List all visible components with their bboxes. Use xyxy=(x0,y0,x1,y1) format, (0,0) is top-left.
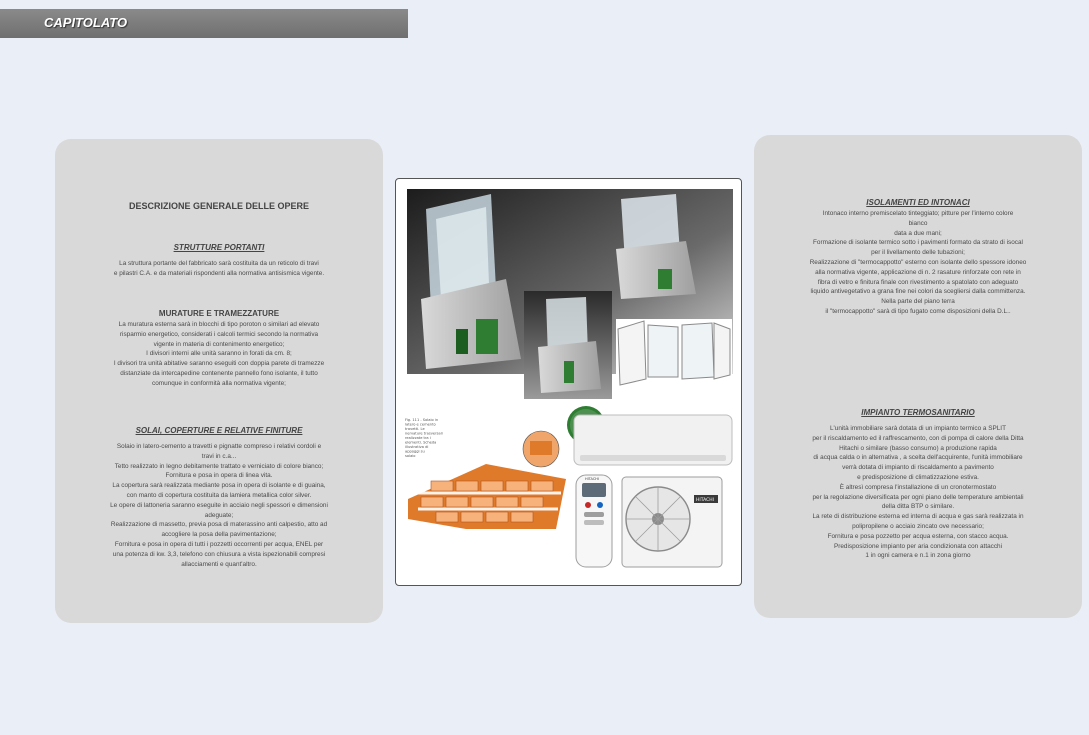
section-title: SOLAI, COPERTURE E RELATIVE FINITURE xyxy=(135,426,303,435)
section-title: STRUTTURE PORTANTI xyxy=(173,243,265,252)
brand-label: HITACHI xyxy=(696,498,714,503)
open-windows-photo xyxy=(616,319,732,387)
section-body: La struttura portante del fabbricato sarà costituita da un reticolo di travi e pilastri C.A. e da materiali rispondenti alla normativa antisismica vigente. xyxy=(113,260,325,277)
page-title: CAPITOLATO xyxy=(44,15,128,30)
collage-graphic xyxy=(396,179,741,585)
floor-slab-illustration xyxy=(405,418,566,529)
ac-outdoor-unit-icon xyxy=(622,477,722,567)
remote-brand: HITACHI xyxy=(585,477,599,481)
ac-indoor-unit-icon xyxy=(574,415,732,465)
product-photo-collage xyxy=(395,178,742,586)
section-body: La muratura esterna sarà in blocchi di tipo poroton o similari ad elevato risparmio energetico, considerati i calcoli termici secondo la normativa vigente in materia di contenimento energetico; I divisori interni alle unità saranno in forati da cm. 8; I divisori tra unità abitative saranno eseguiti con doppia parete di tramezze distanziate da intercapedine contenente pannello fono isolante, il tutto comunque in conformità alla normativa vigente; xyxy=(113,321,325,387)
section-body: Solaio in latero-cemento a travetti e pignatte compreso i relativi cordoli e travi in c.a... Tetto realizzato in legno debitamente trattato e verniciato di colore bianco; Fornitura e posa in opera di linea vita. La copertura sarà realizzata mediante posa in opera di isolante e di guaina, con manto di copertura costituita da lamiera metallica color silver. Le opere di lattoneria saranno eseguite in acciaio negli spessori e dimensioni adeguate; Realizzazione di massetto, previa posa di materassino anti calpestio, atto ad accogliere la posa della pavimentazione; Fornitura e posa in opera di tutti i pozzetti occorrenti per acqua, ENEL per una potenza di kw. 3,3, telefono con chiusura a vista ispezionabili compresi allacciamenti e quant'altro. xyxy=(110,443,328,568)
section-body: L'unità immobiliare sarà dotata di un impianto termico a SPLIT per il riscaldamento ed il raffrescamento, con di pompa di calore della Ditta Hitachi o similare (basso consumo) a produzione rapida di acqua calda o in alternativa , a scelta dell'acquirente, l'unità immobiliare verrà dotata di impianto di riscaldamento a pavimento e predisposizione di climatizzazione estiva. È altresì compresa l'installazione di un cronotermostato per la regolazione diversificata per ogni piano delle temperature ambientali della ditta BTP o similare. La rete di distribuzione esterna ed interna di acqua e gas sarà realizzata in polipropilene o acciaio zincato ove necessario; Fornitura e posa pozzetto per acqua esterna, con stacco acqua. Predisposizione impianto per aria condizionata con attacchi 1 in ogni camera e n.1 in zona giorno xyxy=(812,425,1024,560)
floor-caption: Fig. 111 - Solaio in latero e cemento travetti. Le nervature trasversali realizzate tra i elementi. Scheda illustrativa di appoggi su solaio xyxy=(405,418,443,458)
section-title: ISOLAMENTI ED INTONACI xyxy=(866,198,970,207)
remote-control-icon xyxy=(576,475,612,567)
general-description-card xyxy=(55,139,383,623)
header-bar xyxy=(0,9,408,38)
section-body: Intonaco interno premiscelato tinteggiato; pitture per l'interno colore bianco data a due mani; Formazione di isolante termico sotto i pavimenti formato da strato di isocal per il livellamento delle tubazioni; Realizzazione di "termocappotto" esterno con isolante dello spessore idoneo alla normativa vigente, applicazione di n. 2 rasature rinforzate con rete in fibra di vetro e finitura finale con rivestimento a spatolato con adeguato liquido antivegetativo a grana fine nei colori da scegliersi dalla committenza. Nella parte del piano terra il "termocappotto" sarà di tipo fugato come disposizioni della D.L.. xyxy=(809,210,1027,315)
card-title: DESCRIZIONE GENERALE DELLE OPERE xyxy=(128,201,310,211)
insulation-and-plumbing-card xyxy=(754,135,1082,618)
section-title: MURATURE E TRAMEZZATURE xyxy=(158,309,280,318)
section-title: IMPIANTO TERMOSANITARIO xyxy=(861,408,975,417)
